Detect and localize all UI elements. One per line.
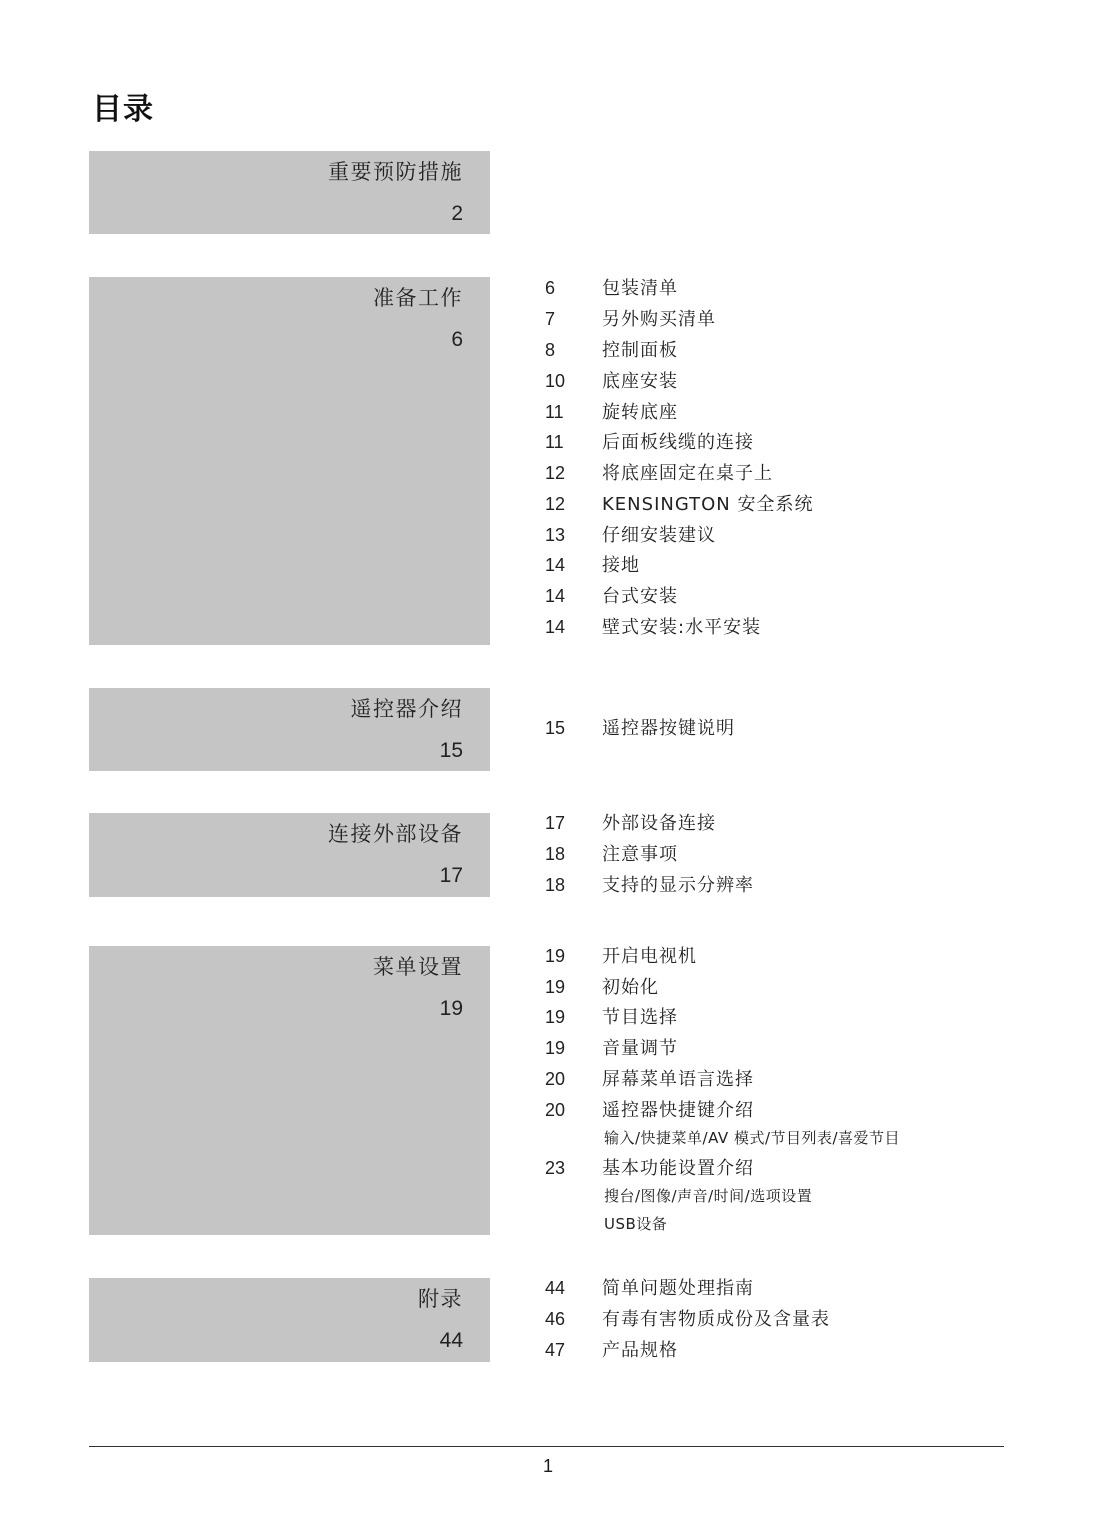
toc-entry[interactable] — [545, 277, 678, 299]
section-menu-settings[interactable] — [89, 946, 490, 1235]
entry-label: 控制面板 — [602, 340, 678, 361]
entry-page: 14 — [545, 555, 566, 575]
toc-entry[interactable] — [545, 493, 814, 515]
entry-page: 14 — [545, 617, 566, 637]
section-remote-control[interactable] — [89, 688, 490, 771]
toc-entry[interactable] — [545, 1068, 754, 1090]
section-title: 遥控器介绍 — [350, 697, 463, 721]
entry-page: 12 — [545, 463, 566, 483]
entry-page: 19 — [545, 1038, 566, 1058]
toc-subentry: USB设备 — [604, 1215, 668, 1233]
toc-entry[interactable] — [545, 370, 678, 392]
entry-label: KENSINGTON 安全系统 — [602, 494, 814, 515]
section-page: 44 — [439, 1329, 463, 1352]
entry-label: 基本功能设置介绍 — [602, 1158, 754, 1179]
entry-page: 19 — [545, 1007, 566, 1027]
section-precautions[interactable] — [89, 151, 490, 234]
entry-label: 产品规格 — [602, 1340, 678, 1361]
entry-page: 18 — [545, 875, 566, 895]
section-preparation[interactable] — [89, 277, 490, 645]
page-title: 目录 — [92, 92, 154, 127]
toc-entry[interactable] — [545, 616, 761, 638]
section-page: 17 — [439, 864, 463, 887]
entry-page: 18 — [545, 844, 566, 864]
section-external-devices[interactable] — [89, 813, 490, 897]
entry-label: 仔细安装建议 — [602, 525, 716, 546]
section-page: 6 — [451, 328, 463, 351]
toc-entry[interactable] — [545, 1277, 754, 1299]
toc-entry[interactable] — [545, 812, 716, 834]
entry-page: 15 — [545, 718, 566, 738]
entry-page: 20 — [545, 1100, 566, 1120]
entry-page: 19 — [545, 977, 566, 997]
toc-entry[interactable] — [545, 308, 716, 330]
entry-page: 12 — [545, 494, 566, 514]
toc-subentry: 输入/快捷菜单/AV 模式/节目列表/喜爱节目 — [604, 1129, 901, 1147]
entry-page: 17 — [545, 813, 566, 833]
entry-label: 注意事项 — [602, 844, 678, 865]
toc-entry[interactable] — [545, 1339, 678, 1361]
entry-label: 旋转底座 — [602, 402, 678, 423]
entry-label: 外部设备连接 — [602, 813, 716, 834]
section-appendix[interactable] — [89, 1278, 490, 1362]
entry-page: 11 — [545, 432, 564, 452]
entry-label: 包装清单 — [602, 278, 678, 299]
entry-label: 接地 — [602, 555, 640, 576]
entry-label: 遥控器快捷键介绍 — [602, 1100, 754, 1121]
entry-label: 支持的显示分辨率 — [602, 875, 754, 896]
entry-label: 将底座固定在桌子上 — [602, 463, 773, 484]
toc-entry[interactable] — [545, 1308, 830, 1330]
entry-label: 屏幕菜单语言选择 — [602, 1069, 754, 1090]
entry-page: 13 — [545, 525, 566, 545]
entry-page: 46 — [545, 1309, 566, 1329]
entry-page: 47 — [545, 1340, 566, 1360]
entry-page: 23 — [545, 1158, 566, 1178]
section-title: 连接外部设备 — [328, 822, 463, 846]
section-page: 15 — [439, 739, 463, 762]
entry-page: 6 — [545, 278, 556, 298]
entry-page: 19 — [545, 946, 566, 966]
toc-entry[interactable] — [545, 462, 773, 484]
entry-page: 10 — [545, 371, 566, 391]
entry-label: 遥控器按键说明 — [602, 718, 735, 739]
entry-page: 44 — [545, 1278, 566, 1298]
section-title: 准备工作 — [373, 286, 463, 310]
entry-page: 14 — [545, 586, 566, 606]
entry-label: 有毒有害物质成份及含量表 — [602, 1309, 830, 1330]
section-page: 19 — [439, 997, 463, 1020]
entry-page: 7 — [545, 309, 556, 329]
toc-entry[interactable] — [545, 524, 716, 546]
entry-label: 另外购买清单 — [602, 309, 716, 330]
section-title: 附录 — [418, 1287, 463, 1311]
toc-entry[interactable] — [545, 1006, 678, 1028]
section-page: 2 — [451, 202, 463, 225]
entry-label: 台式安装 — [602, 586, 678, 607]
footer-divider — [89, 1446, 1004, 1447]
toc-entry[interactable] — [545, 431, 754, 453]
entry-label: 后面板线缆的连接 — [602, 432, 754, 453]
toc-entry[interactable] — [545, 717, 735, 739]
entry-label: 音量调节 — [602, 1038, 678, 1059]
entry-label: 简单问题处理指南 — [602, 1278, 754, 1299]
entry-label: 壁式安装:水平安装 — [602, 617, 762, 638]
toc-subentry: 搜台/图像/声音/时间/选项设置 — [604, 1187, 813, 1205]
section-title: 菜单设置 — [373, 955, 463, 979]
page-number: 1 — [542, 1456, 553, 1476]
entry-label: 初始化 — [602, 977, 659, 998]
entry-page: 11 — [545, 402, 564, 422]
toc-entry[interactable] — [545, 585, 678, 607]
toc-entry[interactable] — [545, 976, 659, 998]
toc-entry[interactable] — [545, 339, 678, 361]
entry-page: 8 — [545, 340, 556, 360]
toc-entry[interactable] — [545, 945, 697, 967]
entry-label: 节目选择 — [602, 1007, 678, 1028]
toc-entry[interactable] — [545, 843, 678, 865]
entry-label: 开启电视机 — [602, 946, 697, 967]
entry-label: 底座安装 — [602, 371, 678, 392]
toc-entry[interactable] — [545, 874, 754, 896]
toc-entry[interactable] — [545, 1099, 754, 1121]
toc-entry[interactable] — [545, 401, 678, 423]
section-title: 重要预防措施 — [328, 160, 463, 184]
toc-entry[interactable] — [545, 554, 640, 576]
entry-page: 20 — [545, 1069, 566, 1089]
toc-entry[interactable] — [545, 1037, 678, 1059]
toc-entry[interactable] — [545, 1157, 754, 1179]
